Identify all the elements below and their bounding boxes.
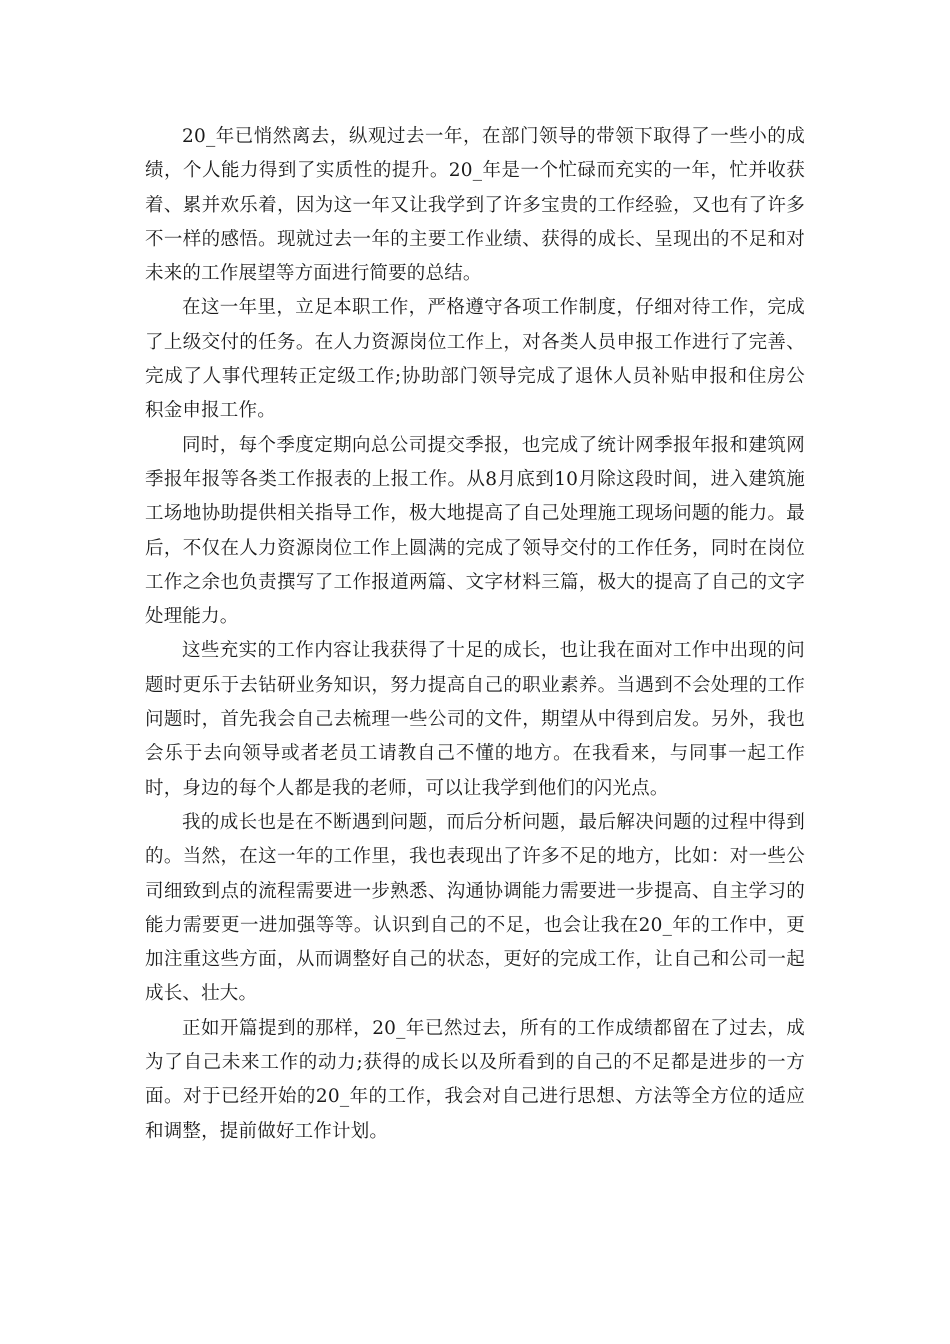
paragraph-conclusion: 正如开篇提到的那样，20_年已然过去，所有的工作成绩都留在了过去，成为了自己未来工作的动力;获得的成长以及所看到的自己的不足都是进步的一方面。对于已经开始的20_年的工作，我会对自己进行思想、方法等全方位的适应和调整，提前做好工作计划。 [145,1017,805,1142]
paragraph-reports: 同时，每个季度定期向总公司提交季报，也完成了统计网季报年报和建筑网季报年报等各类工作报表的上报工作。从8月底到10月除这段时间，进入建筑施工场地协助提供相关指导工作，极大地提高了自己处理施工现场问题的能力。最后，不仅在人力资源岗位工作上圆满的完成了领导交付的工作任务，同时在岗位工作之余也负责撰写了工作报道两篇、文字材料三篇，极大的提高了自己的文字处理能力。 [145,434,805,628]
paragraph-intro: 20_年已悄然离去，纵观过去一年，在部门领导的带领下取得了一些小的成绩，个人能力得到了实质性的提升。20_年是一个忙碌而充实的一年，忙并收获着、累并欢乐着，因为这一年又让我学到了许多宝贵的工作经验，又也有了许多不一样的感悟。现就过去一年的主要工作业绩、获得的成长、呈现出的不足和对未来的工作展望等方面进行简要的总结。 [145,126,805,285]
paragraph-shortcomings: 我的成长也是在不断遇到问题，而后分析问题，最后解决问题的过程中得到的。当然，在这一年的工作里，我也表现出了许多不足的地方，比如：对一些公司细致到点的流程需要进一步熟悉、沟通协调能力需要进一步提高、自主学习的能力需要更一进加强等等。认识到自己的不足，也会让我在20_年的工作中，更加注重这些方面，从而调整好自己的状态，更好的完成工作，让自己和公司一起成长、壮大。 [145,811,805,1005]
document-body [145,120,805,1149]
paragraph-growth: 这些充实的工作内容让我获得了十足的成长，也让我在面对工作中出现的问题时更乐于去钻研业务知识，努力提高自己的职业素养。当遇到不会处理的工作问题时，首先我会自己去梳理一些公司的文件，期望从中得到启发。另外，我也会乐于去向领导或者老员工请教自己不懂的地方。在我看来，与同事一起工作时，身边的每个人都是我的老师，可以让我学到他们的闪光点。 [145,640,805,799]
paragraph-duties: 在这一年里，立足本职工作，严格遵守各项工作制度，仔细对待工作，完成了上级交付的任务。在人力资源岗位工作上，对各类人员申报工作进行了完善、完成了人事代理转正定级工作;协助部门领导完成了退休人员补贴申报和住房公积金申报工作。 [145,297,805,422]
